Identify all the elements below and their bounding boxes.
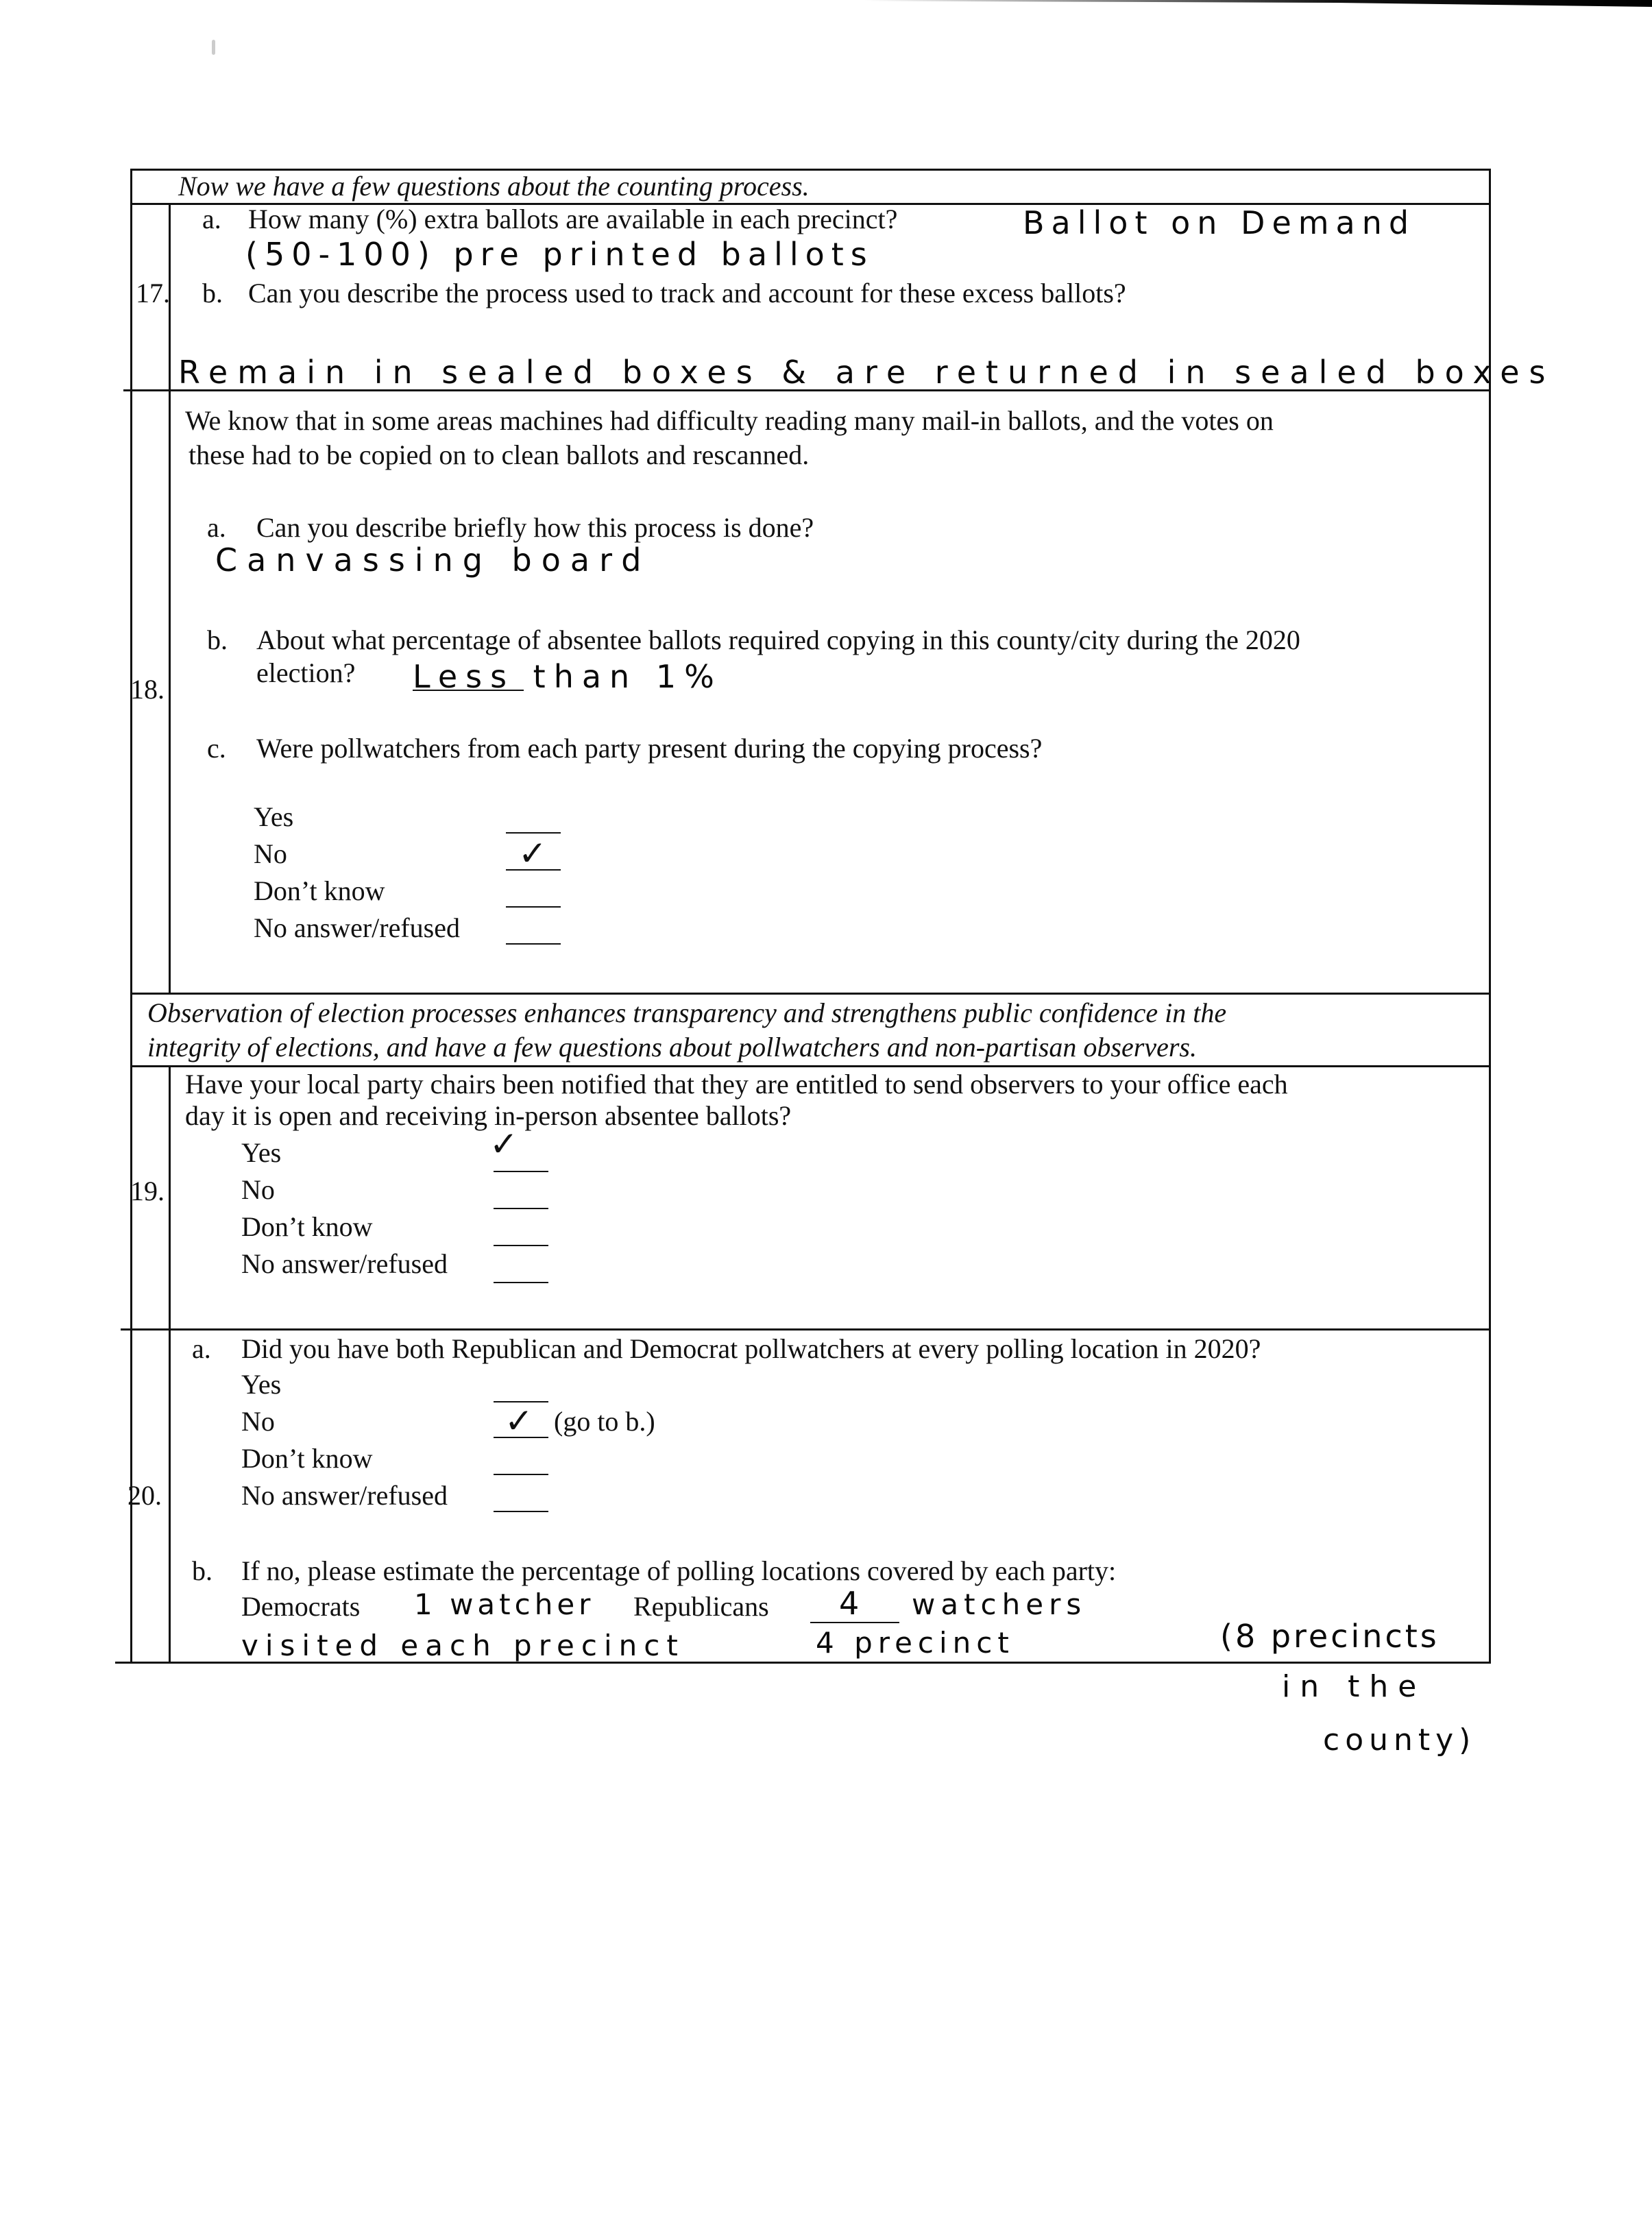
q19-option-no: No <box>241 1174 275 1205</box>
q18b-answer-handwritten: Less than 1% <box>413 658 722 695</box>
q20a-goto-note: (go to b.) <box>554 1406 655 1437</box>
question-number-20: 20. <box>127 1480 162 1511</box>
section-counting-heading: Now we have a few questions about the counting process. <box>178 171 810 202</box>
q18c-option-dont-know: Don’t know <box>254 875 385 906</box>
q20b-republicans-blank[interactable] <box>810 1622 899 1623</box>
q19-checkmark: ✓ <box>489 1124 518 1164</box>
q20a-checkmark: ✓ <box>505 1401 533 1441</box>
q20b-republicans-label: Republicans <box>633 1591 769 1622</box>
question-number-17: 17. <box>136 278 170 308</box>
q18a-question: Can you describe briefly how this process is done? <box>256 512 814 543</box>
survey-form <box>127 169 1555 1758</box>
q20b-question: If no, please estimate the percentage of polling locations covered by each party: <box>241 1555 1117 1586</box>
rule-after-q18 <box>130 993 1491 995</box>
q17b-answer-handwritten: Remain in sealed boxes & are returned in sealed boxes <box>178 354 1555 391</box>
q18-intro-line2: these had to be copied on to clean ballots and rescanned. <box>189 439 810 470</box>
q20b-democrats-label: Democrats <box>241 1591 361 1622</box>
q20b-democrats-answer-line2: visited each precinct <box>241 1629 685 1662</box>
rule-after-observation <box>130 1065 1491 1067</box>
q20a-option-dont-know: Don’t know <box>241 1443 373 1474</box>
q19-blank-dont-know[interactable] <box>494 1245 548 1246</box>
margin-note-line3: county) <box>1323 1723 1477 1758</box>
q17a-answer-handwritten: Ballot on Demand <box>1023 204 1416 241</box>
q20b-republicans-answer-num: 4 <box>839 1585 866 1622</box>
scan-speck <box>212 40 215 55</box>
q18b-answer-underline <box>413 690 524 691</box>
q20b-democrats-answer: 1 watcher <box>414 1588 595 1621</box>
q18c-option-yes: Yes <box>254 801 294 832</box>
q19-question-line2: day it is open and receiving in-person absentee ballots? <box>185 1100 792 1131</box>
number-column-rule <box>169 203 171 994</box>
q20b-republicans-answer-word: watchers <box>912 1588 1087 1621</box>
q17b-question: Can you describe the process used to track and account for these excess ballots? <box>248 278 1126 308</box>
q20a-option-refused: No answer/refused <box>241 1480 448 1511</box>
question-number-18: 18. <box>130 674 165 705</box>
q18c-blank-dont-know[interactable] <box>506 906 561 908</box>
rule-left <box>130 169 132 1663</box>
rule-after-q19 <box>121 1328 1491 1331</box>
q20a-option-no: No <box>241 1406 275 1437</box>
q18b-question-line2: election? <box>256 657 356 688</box>
margin-note-line1: (8 precincts <box>1220 1618 1440 1655</box>
q17b-label: b. <box>202 278 223 308</box>
q20a-option-yes: Yes <box>241 1369 282 1400</box>
section-observation-line1: Observation of election processes enhances transparency and strengthens public confidence in the <box>147 997 1227 1028</box>
q20b-label: b. <box>192 1555 212 1586</box>
section-observation-line2: integrity of elections, and have a few questions about pollwatchers and non-partisan observers. <box>147 1032 1197 1062</box>
q20a-label: a. <box>192 1333 211 1364</box>
q18-intro-line1: We know that in some areas machines had difficulty reading many mail-in ballots, and the votes on <box>185 405 1274 436</box>
q18b-question-line1: About what percentage of absentee ballots required copying in this county/city during the 2020 <box>256 624 1300 655</box>
q19-option-dont-know: Don’t know <box>241 1211 373 1242</box>
rule-after-q17 <box>123 389 1491 391</box>
margin-note-line2: in the <box>1282 1669 1426 1704</box>
q19-option-yes: Yes <box>241 1137 282 1168</box>
q20a-question: Did you have both Republican and Democrat pollwatchers at every polling location in 2020? <box>241 1333 1261 1364</box>
q20a-blank-refused[interactable] <box>494 1511 548 1512</box>
q18a-label: a. <box>207 512 226 543</box>
q18c-option-no: No <box>254 838 287 869</box>
q19-option-refused: No answer/refused <box>241 1248 448 1279</box>
q19-blank-refused[interactable] <box>494 1282 548 1283</box>
q20a-blank-dont-know[interactable] <box>494 1474 548 1475</box>
number-column-rule-lower <box>169 1067 171 1663</box>
q18c-blank-refused[interactable] <box>506 943 561 945</box>
rule-right <box>1489 169 1491 1663</box>
question-number-19: 19. <box>130 1176 165 1206</box>
q19-blank-yes[interactable] <box>494 1171 548 1172</box>
q18c-checkmark: ✓ <box>518 834 547 873</box>
q18a-answer-handwritten: Canvassing board <box>215 542 651 579</box>
q18c-label: c. <box>207 733 226 764</box>
q17a-label: a. <box>202 204 221 234</box>
q19-question-line1: Have your local party chairs been notified that they are entitled to send observers to your office each <box>185 1069 1288 1100</box>
q19-blank-no[interactable] <box>494 1208 548 1209</box>
q17a-question: How many (%) extra ballots are available in each precinct? <box>248 204 898 234</box>
q18c-question: Were pollwatchers from each party present during the copying process? <box>256 733 1043 764</box>
q18c-option-refused: No answer/refused <box>254 912 460 943</box>
q17a-answer-handwritten-2: (50-100) pre printed ballots <box>245 236 874 273</box>
q18b-label: b. <box>207 624 228 655</box>
scan-edge-shadow <box>864 0 1652 7</box>
q20b-republicans-answer-line2: 4 precinct <box>816 1626 1015 1660</box>
